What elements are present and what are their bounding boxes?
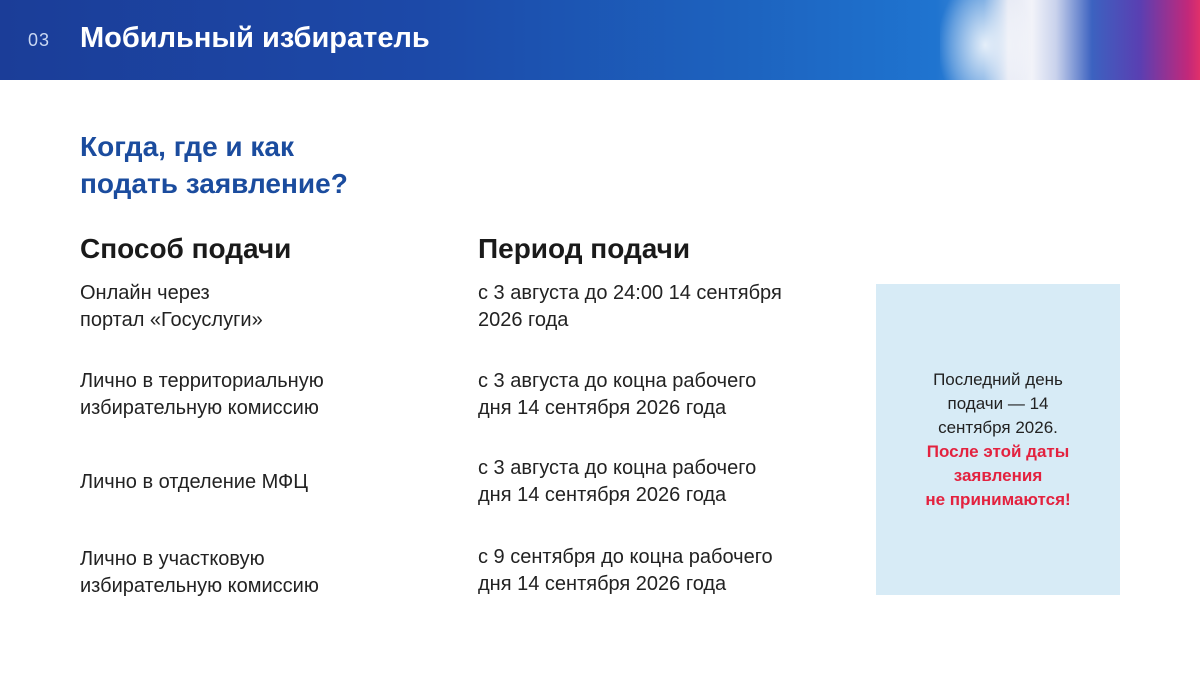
header-banner xyxy=(0,0,1200,80)
deadline-notice xyxy=(876,284,1120,595)
method-line: портал «Госуслуги» xyxy=(80,309,263,331)
period-line: 2026 года xyxy=(478,309,569,331)
notice-line: Последний день xyxy=(933,369,1063,389)
notice-line: подачи — 14 xyxy=(947,393,1049,413)
method-cell xyxy=(80,469,440,496)
period-line: дня 14 сентября 2026 года xyxy=(478,484,727,506)
period-line: с 3 августа до коцна рабочего xyxy=(478,457,757,479)
period-line: дня 14 сентября 2026 года xyxy=(478,397,727,419)
notice-line: сентября 2026. xyxy=(938,417,1058,437)
warning-line: После этой даты xyxy=(926,441,1070,461)
period-cell xyxy=(478,455,863,509)
period-line: с 9 сентября до коцна рабочего xyxy=(478,546,773,568)
period-line: дня 14 сентября 2026 года xyxy=(478,573,727,595)
column-header-method: Способ подачи xyxy=(80,233,292,264)
header-decoration xyxy=(940,0,1030,80)
period-cell xyxy=(478,280,863,334)
section-heading-line: Когда, где и как xyxy=(80,131,295,162)
warning-line: не принимаются! xyxy=(925,489,1071,509)
notice-text xyxy=(898,368,1098,440)
method-line: Онлайн через xyxy=(80,282,210,304)
warning-line: заявления xyxy=(953,465,1043,485)
method-line: Лично в отделение МФЦ xyxy=(80,471,309,493)
method-line: Лично в территориальную xyxy=(80,370,324,392)
method-line: избирательную комиссию xyxy=(80,575,319,597)
slide-number: 03 xyxy=(28,30,51,50)
period-cell xyxy=(478,544,863,598)
period-line: с 3 августа до 24:00 14 сентября xyxy=(478,282,782,304)
notice-warning xyxy=(893,440,1103,512)
section-heading xyxy=(80,128,500,202)
method-cell xyxy=(80,280,440,334)
method-line: избирательную комиссию xyxy=(80,397,319,419)
column-header-period: Период подачи xyxy=(478,233,691,264)
period-cell xyxy=(478,368,863,422)
method-cell xyxy=(80,546,440,600)
method-cell xyxy=(80,368,440,422)
slide-title: Мобильный избиратель xyxy=(80,22,430,54)
period-line: с 3 августа до коцна рабочего xyxy=(478,370,757,392)
method-line: Лично в участковую xyxy=(80,548,265,570)
section-heading-line: подать заявление? xyxy=(80,168,348,199)
